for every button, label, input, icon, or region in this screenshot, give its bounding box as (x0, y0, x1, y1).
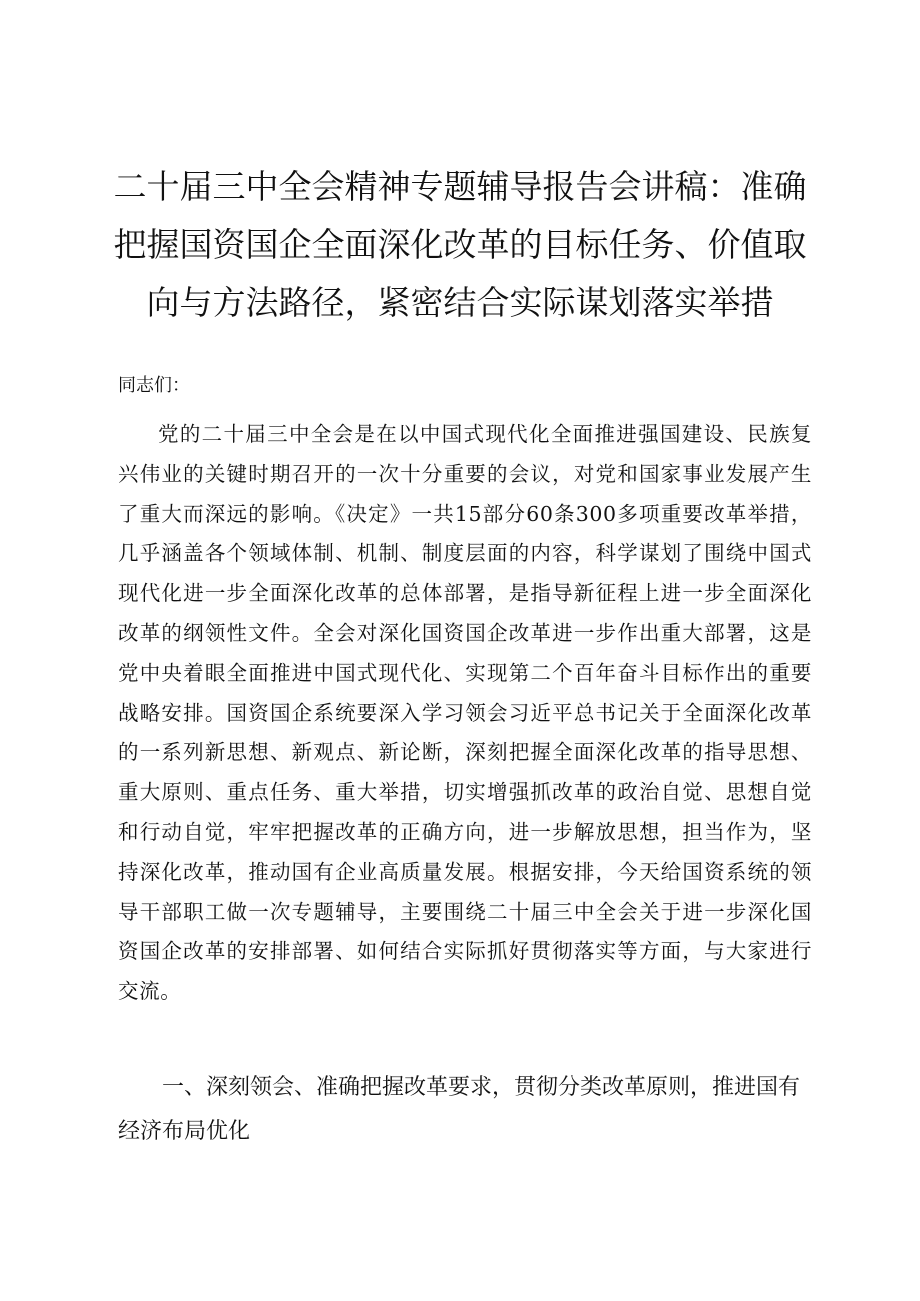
body-paragraph: 党的二十届三中全会是在以中国式现代化全面推进强国建设、民族复兴伟业的关键时期召开的一次十分重要的会议，对党和国家事业发展产生了重大而深远的影响。《决定》一共15部分60条300多项重要改革举措，几乎涵盖各个领域体制、机制、制度层面的内容，科学谋划了围绕中国式现代化进一步全面深化改革的总体部署，是指导新征程上进一步全面深化改革的纲领性文件。全会对深化国资国企改革进一步作出重大部署，这是党中央着眼全面推进中国式现代化、实现第二个百年奋斗目标作出的重要战略安排。国资国企系统要深入学习领会习近平总书记关于全面深化改革的一系列新思想、新观点、新论断，深刻把握全面深化改革的指导思想、重大原则、重点任务、重大举措，切实增强抓改革的政治自觉、思想自觉和行动自觉，牢牢把握改革的正确方向，进一步解放思想，担当作为，坚持深化改革，推动国有企业高质量发展。根据安排，今天给国资系统的领导干部职工做一次专题辅导，主要围绕二十届三中全会关于进一步深化国资国企改革的安排部署、如何结合实际抓好贯彻落实等方面，与大家进行交流。 (118, 422, 812, 1004)
section-heading: 一、深刻领会、准确把握改革要求，贯彻分类改革原则，推进国有经济布局优化 (118, 1075, 801, 1144)
salutation: 同志们： (118, 375, 190, 396)
document-title: 二十届三中全会精神专题辅导报告会讲稿：准确把握国资国企全面深化改革的目标任务、价值取向与方法路径，紧密结合实际谋划落实举措 (113, 167, 807, 322)
